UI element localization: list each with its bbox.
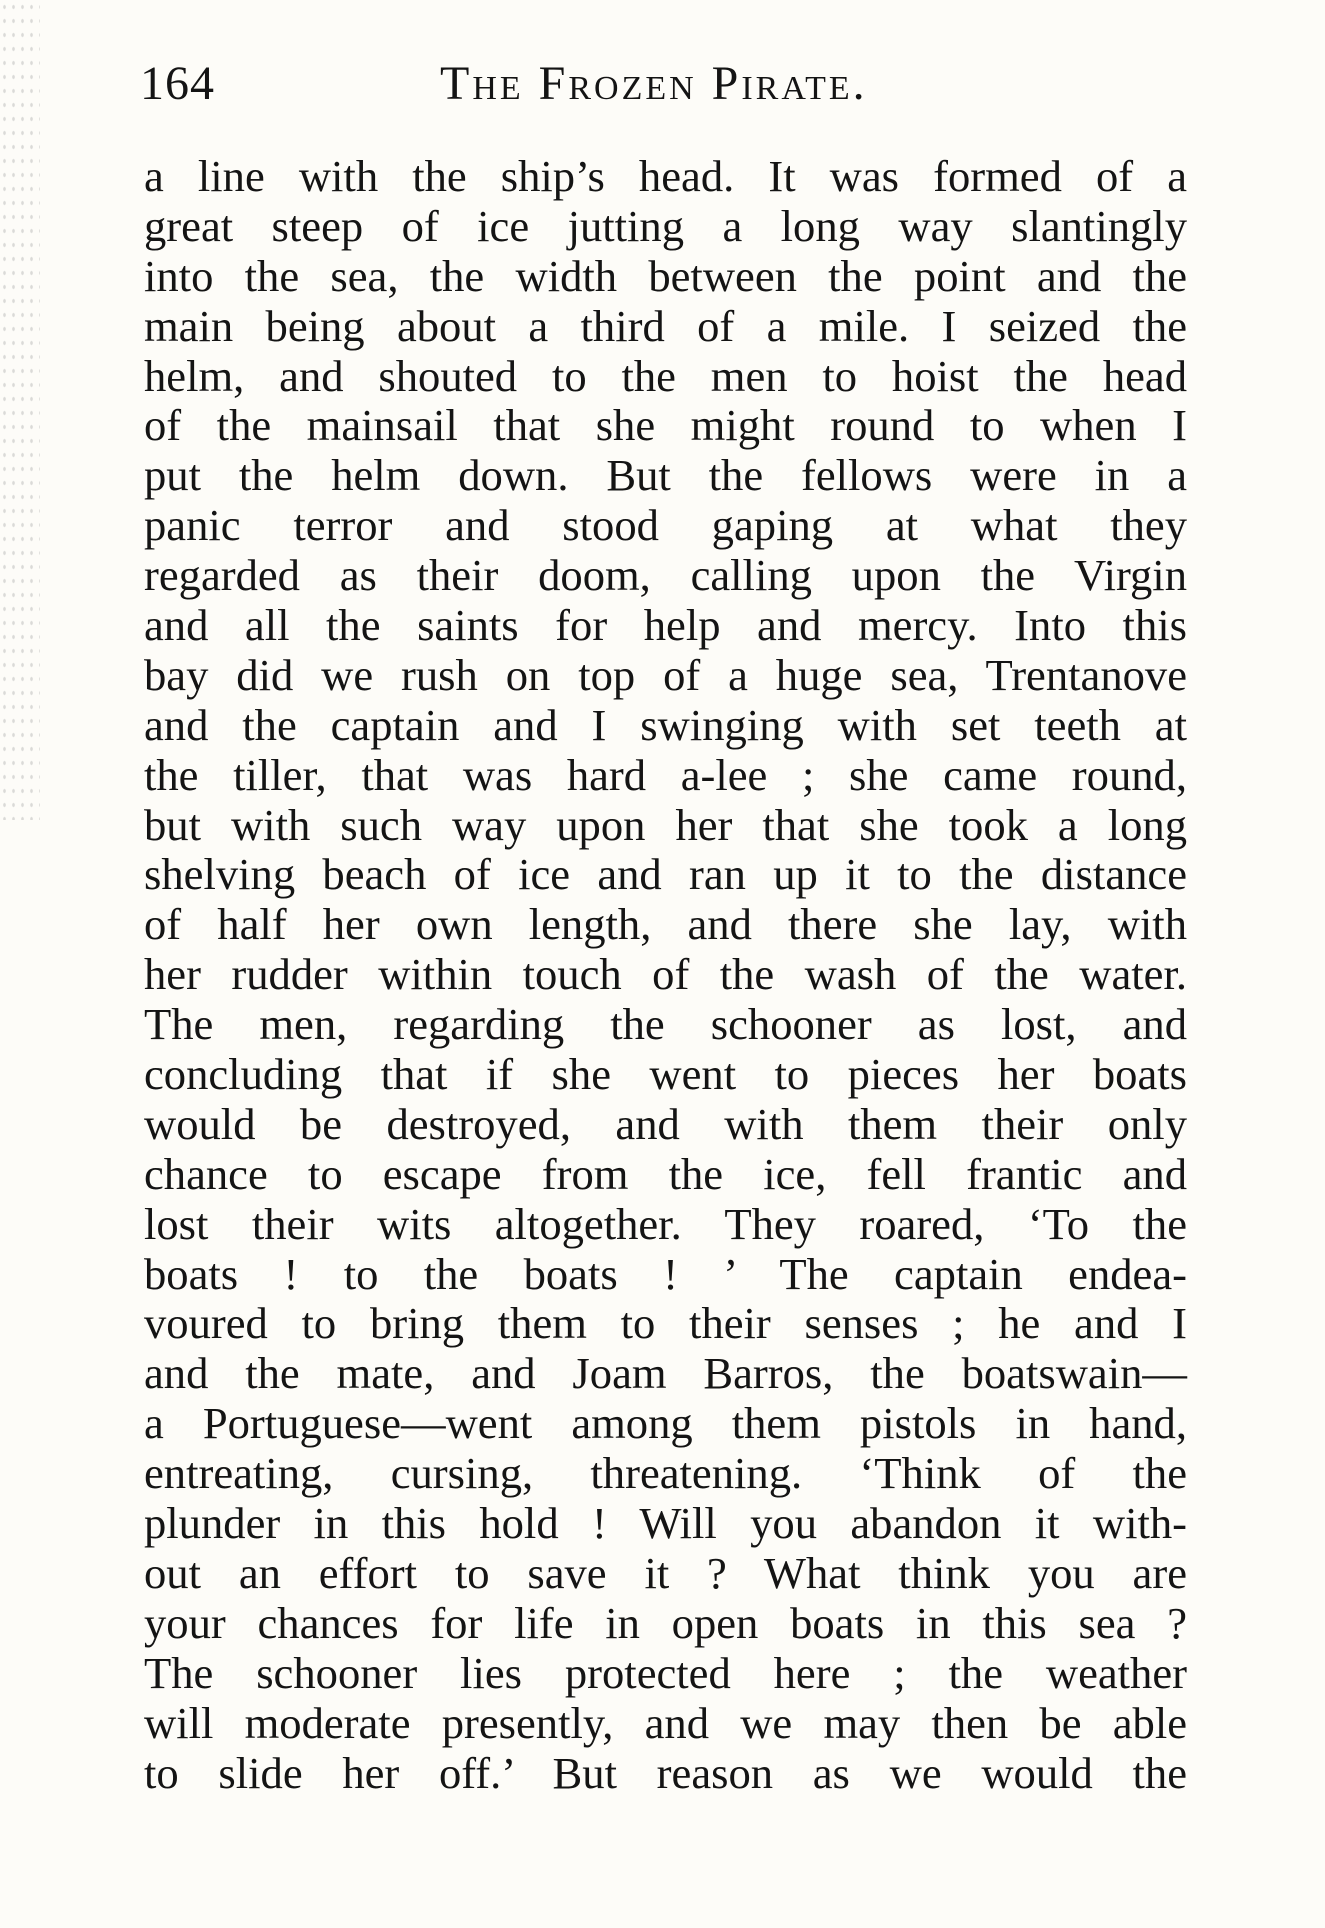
text-line: and the mate, and Joam Barros, the boatswain—: [144, 1348, 1187, 1399]
text-line: boats ! to the boats ! ’ The captain endea-: [144, 1248, 1187, 1299]
text-line: The men, regarding the schooner as lost, and: [144, 999, 1187, 1050]
text-line: of the mainsail that she might round to when I: [144, 400, 1187, 451]
page-number: 164: [140, 57, 215, 110]
text-line: will moderate presently, and we may then be able: [144, 1697, 1187, 1748]
text-line: chance to escape from the ice, fell frantic and: [144, 1148, 1187, 1199]
text-line: and the captain and I swinging with set teeth at: [144, 699, 1187, 750]
text-line: great steep of ice jutting a long way slantingly: [144, 200, 1187, 251]
running-head: [140, 50, 1200, 120]
text-line: but with such way upon her that she took a long: [144, 799, 1187, 850]
text-line: entreating, cursing, threatening. ‘Think of the: [144, 1448, 1187, 1499]
text-line: would be destroyed, and with them their only: [144, 1098, 1187, 1149]
text-line: The schooner lies protected here ; the weather: [144, 1647, 1187, 1698]
text-line: bay did we rush on top of a huge sea, Trentanove: [144, 649, 1187, 700]
running-title: The Frozen Pirate.: [440, 57, 868, 110]
text-line: to slide her off.’ But reason as we would the: [144, 1747, 1187, 1798]
text-line: plunder in this hold ! Will you abandon it with-: [144, 1498, 1187, 1549]
text-line: of half her own length, and there she lay, with: [144, 899, 1187, 950]
text-line: voured to bring them to their senses ; he and I: [144, 1298, 1187, 1349]
text-line: shelving beach of ice and ran up it to the distance: [144, 849, 1187, 900]
text-line: main being about a third of a mile. I seized the: [144, 300, 1187, 351]
text-line: a Portuguese—went among them pistols in hand,: [144, 1398, 1187, 1449]
text-line: a line with the ship’s head. It was formed of a: [144, 151, 1187, 201]
text-line: out an effort to save it ? What think you are: [144, 1547, 1187, 1598]
text-line: and all the saints for help and mercy. Into this: [144, 600, 1187, 651]
text-line: panic terror and stood gaping at what they: [144, 500, 1187, 551]
text-line: helm, and shouted to the men to hoist the head: [144, 350, 1187, 401]
text-line: into the sea, the width between the point and the: [144, 250, 1187, 301]
body-text: [144, 152, 1187, 1798]
text-line: her rudder within touch of the wash of the water.: [144, 949, 1187, 1000]
text-line: concluding that if she went to pieces her boats: [144, 1049, 1187, 1100]
text-line: regarded as their doom, calling upon the Virgin: [144, 550, 1187, 601]
text-line: lost their wits altogether. They roared, ‘To the: [144, 1198, 1187, 1249]
page-edge-specks: [0, 0, 40, 820]
text-line: your chances for life in open boats in this sea ?: [144, 1597, 1187, 1648]
text-line: put the helm down. But the fellows were in a: [144, 450, 1187, 501]
text-line: the tiller, that was hard a-lee ; she came round,: [144, 749, 1187, 800]
